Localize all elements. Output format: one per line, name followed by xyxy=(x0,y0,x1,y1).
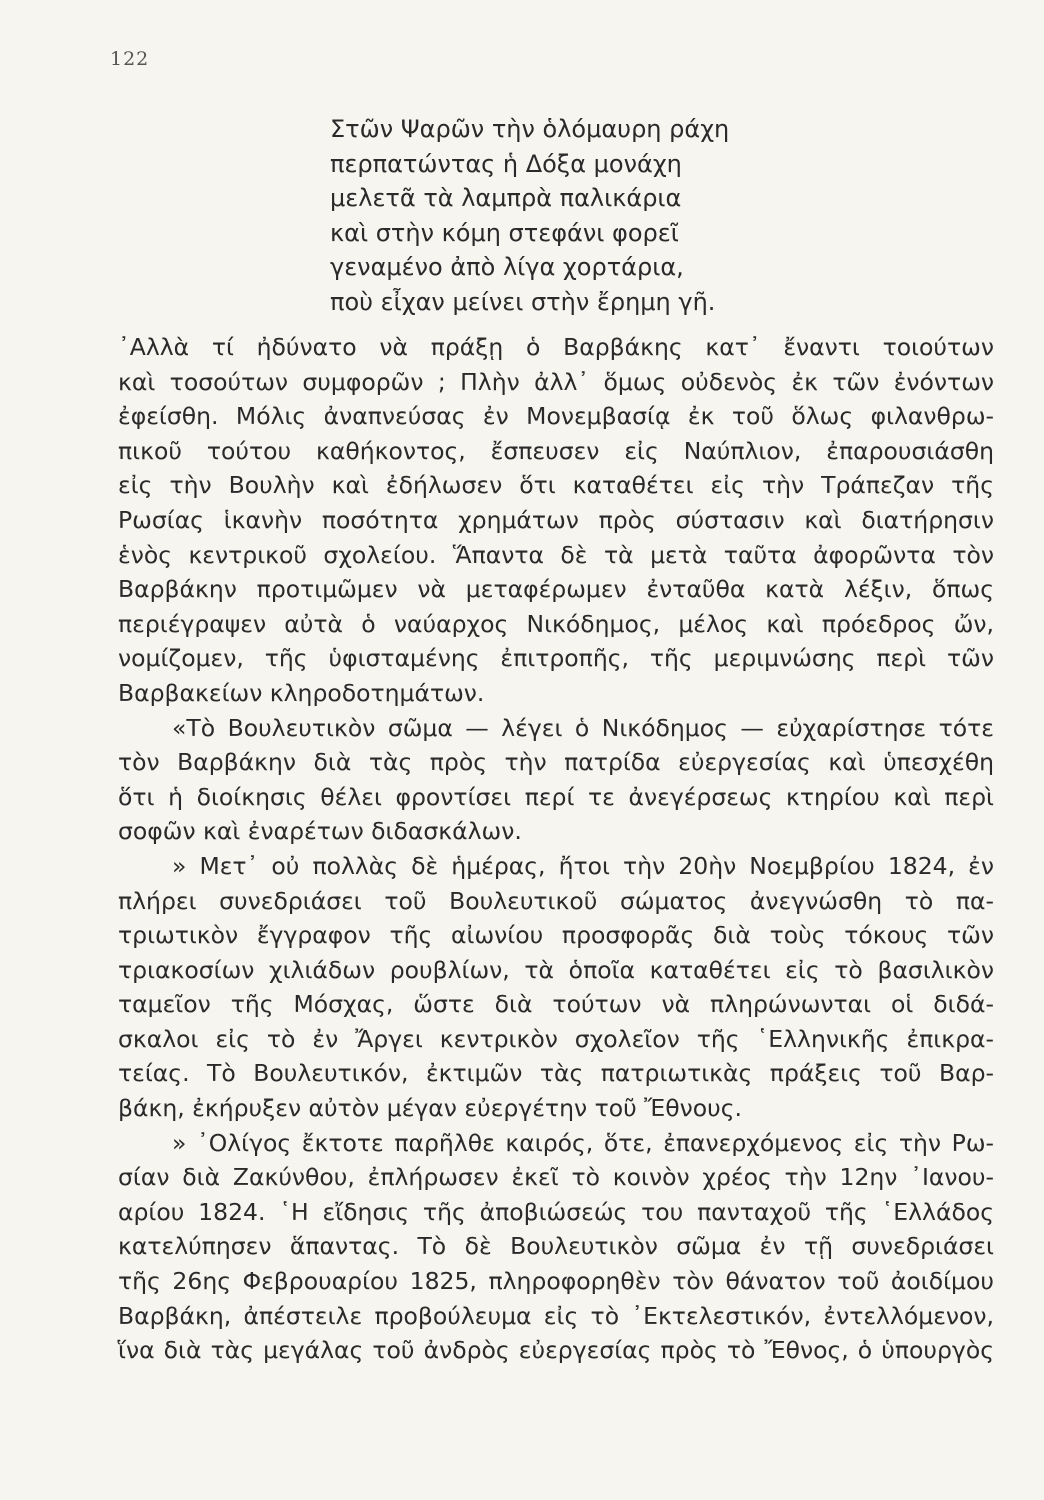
poem-line: μελετᾶ τὰ λαμπρὰ παλικάρια xyxy=(330,184,682,212)
text-line: » Μετ᾿ οὐ πολλὰς δὲ ἡμέρας, ἤτοι τὴν 20ὴν Νοεμβρίου 1824, ἐν xyxy=(172,851,994,880)
text-line: τείας. Τὸ Βουλευτικόν, ἐκτιμῶν τὰς πατριωτικὰς πράξεις τοῦ Βαρ- xyxy=(118,1059,994,1088)
text-line: σίαν διὰ Ζακύνθου, ἐπλήρωσεν ἐκεῖ τὸ κοινὸν χρέος τὴν 12ην ᾿Ιανου- xyxy=(118,1163,994,1192)
poem-line: ποὺ εἶχαν μείνει στὴν ἔρημη γῆ. xyxy=(330,287,716,316)
text-line: Βαρβακείων κληροδοτημάτων. xyxy=(118,678,485,707)
text-line: σκαλοι εἰς τὸ ἐν Ἄργει κεντρικὸν σχολεῖον τῆς ῾Ελληνικῆς ἐπικρα- xyxy=(118,1024,994,1053)
text-line: τὸν Βαρβάκην διὰ τὰς πρὸς τὴν πατρίδα εὐεργεσίας καὶ ὑπεσχέθη xyxy=(118,748,994,777)
page-number: 122 xyxy=(110,48,150,70)
text-line: Βαρβάκην προτιμῶμεν νὰ μεταφέρωμεν ἐνταῦθα κατὰ λέξιν, ὅπως xyxy=(118,575,994,604)
poem-line: περπατώντας ἡ Δόξα μονάχη xyxy=(330,149,682,178)
body-text xyxy=(118,330,994,1368)
text-line: καὶ τοσούτων συμφορῶν ; Πλὴν ἀλλ᾿ ὅμως οὐδενὸς ἐκ τῶν ἐνόντων xyxy=(118,367,994,396)
text-line: ἐφείσθη. Μόλις ἀναπνεύσας ἐν Μονεμβασίᾳ ἐκ τοῦ ὅλως φιλανθρω- xyxy=(118,402,994,431)
text-line: νομίζομεν, τῆς ὑφισταμένης ἐπιτροπῆς, τῆς μεριμνώσης περὶ τῶν xyxy=(118,644,994,673)
text-line: αρίου 1824. ῾Η εἴδησις τῆς ἀποβιώσεώς του πανταχοῦ τῆς ῾Ελλάδος xyxy=(118,1197,994,1226)
text-line: τῆς 26ης Φεβρουαρίου 1825, πληροφορηθὲν τὸν θάνατον τοῦ ἀοιδίμου xyxy=(118,1267,994,1296)
text-line: ᾿Αλλὰ τί ἠδύνατο νὰ πράξῃ ὁ Βαρβάκης κατ᾿ ἔναντι τοιούτων xyxy=(118,333,994,361)
poem-line: Στῶν Ψαρῶν τὴν ὁλόμαυρη ράχη xyxy=(330,115,730,143)
poem-stanza xyxy=(330,112,970,319)
text-line: ἑνὸς κεντρικοῦ σχολείου. Ἅπαντα δὲ τὰ μετὰ ταῦτα ἀφορῶντα τὸν xyxy=(118,540,994,569)
text-line: τριωτικὸν ἔγγραφον τῆς αἰωνίου προσφορᾶς διὰ τοὺς τόκους τῶν xyxy=(118,921,994,950)
poem-line: καὶ στὴν κόμη στεφάνι φορεῖ xyxy=(330,218,679,247)
text-line: ταμεῖον τῆς Μόσχας, ὥστε διὰ τούτων νὰ πληρώνωνται οἱ διδά- xyxy=(118,990,994,1019)
poem-line: γεναμένο ἀπὸ λίγα χορτάρια, xyxy=(330,253,684,281)
text-line: πλήρει συνεδριάσει τοῦ Βουλευτικοῦ σώματος ἀνεγνώσθη τὸ πα- xyxy=(118,886,994,915)
text-line: Ρωσίας ἱκανὴν ποσότητα χρημάτων πρὸς σύστασιν καὶ διατήρησιν xyxy=(118,505,994,534)
text-line: ὅτι ἡ διοίκησις θέλει φροντίσει περί τε ἀνεγέρσεως κτηρίου καὶ περὶ xyxy=(118,782,994,811)
text-line: » ᾿Ολίγος ἔκτοτε παρῆλθε καιρός, ὅτε, ἐπανερχόμενος εἰς τὴν Ρω- xyxy=(172,1128,994,1157)
text-line: περιέγραψεν αὐτὰ ὁ ναύαρχος Νικόδημος, μέλος καὶ πρόεδρος ὤν, xyxy=(118,609,994,638)
text-line: τριακοσίων χιλιάδων ρουβλίων, τὰ ὁποῖα καταθέτει εἰς τὸ βασιλικὸν xyxy=(118,955,994,984)
text-line: ἵνα διὰ τὰς μεγάλας τοῦ ἀνδρὸς εὐεργεσίας πρὸς τὸ Ἔθνος, ὁ ὑπουργὸς xyxy=(118,1336,994,1365)
text-line: πικοῦ τούτου καθήκοντος, ἔσπευσεν εἰς Ναύπλιον, ἐπαρουσιάσθη xyxy=(118,436,994,465)
text-line: κατελύπησεν ἅπαντας. Τὸ δὲ Βουλευτικὸν σῶμα ἐν τῇ συνεδριάσει xyxy=(118,1232,994,1261)
text-line: βάκη, ἐκήρυξεν αὐτὸν μέγαν εὐεργέτην τοῦ Ἔθνους. xyxy=(118,1094,743,1123)
text-line: εἰς τὴν Βουλὴν καὶ ἐδήλωσεν ὅτι καταθέτει εἰς τὴν Τράπεζαν τῆς xyxy=(118,471,994,500)
text-line: σοφῶν καὶ ἐναρέτων διδασκάλων. xyxy=(118,817,522,846)
text-line: «Τὸ Βουλευτικὸν σῶμα — λέγει ὁ Νικόδημος — εὐχαρίστησε τότε xyxy=(172,713,994,742)
text-line: Βαρβάκη, ἀπέστειλε προβούλευμα εἰς τὸ ᾿Εκτελεστικόν, ἐντελλόμενον, xyxy=(118,1301,994,1330)
